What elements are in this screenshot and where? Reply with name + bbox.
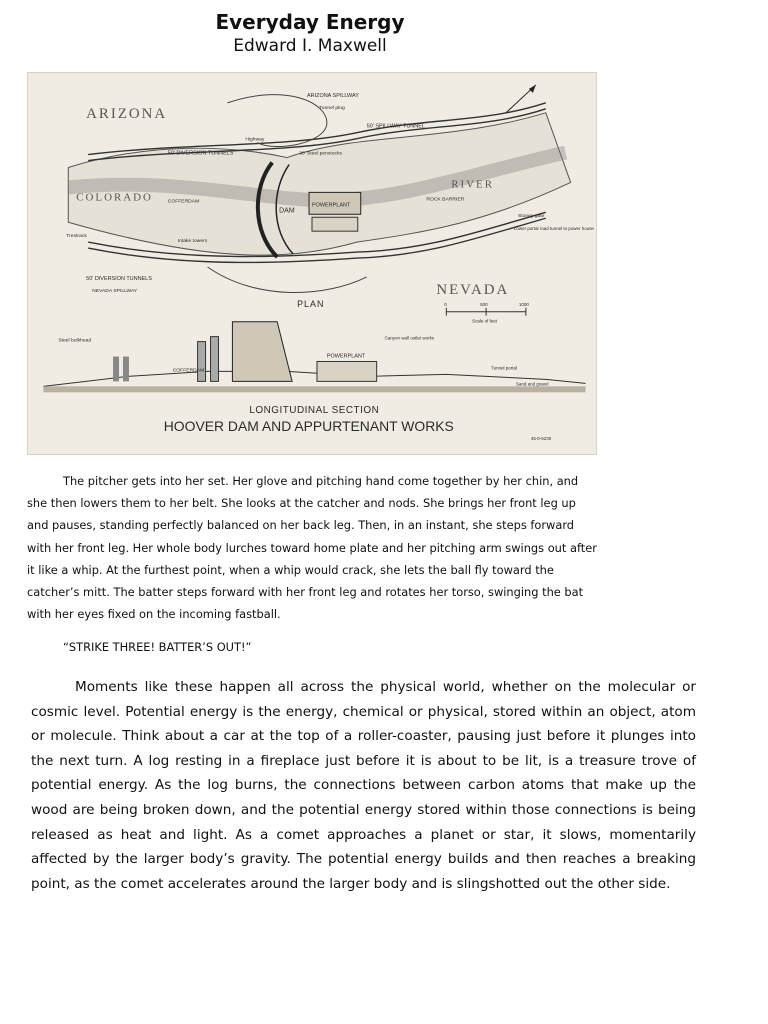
powerplant-section-label: POWERPLANT <box>326 353 366 360</box>
scale-0: 0 <box>444 301 447 307</box>
highway-label: Highway <box>245 137 265 143</box>
powerplant-plan-label: POWERPLANT <box>311 202 351 209</box>
canyon-wall-label: Canyon wall outlet works <box>384 335 435 341</box>
tunnel-plug-label: Tunnel plug <box>318 105 345 111</box>
scale-label: Scale of feet <box>472 318 498 324</box>
intake-towers-plan-label: Intake towers <box>177 239 208 245</box>
state-arizona-label: ARIZONA <box>86 105 168 122</box>
document-title: Everyday Energy <box>215 10 405 34</box>
lower-portal-label: Lower portal road tunnel to power house <box>513 226 594 232</box>
paragraph-pitcher: The pitcher gets into her set. Her glove and pitching hand come together by her chin, and she then lowers them to her belt. She looks at the catcher and nods. She brings her front leg up and pauses, standing perfectly balanced on her back leg. Then, in an instant, she steps forward with her front leg. Her whole body lurches toward home plate and her pitching arm swings out after it like a whip. At the furthest point, when a whip would crack, she lets the ball fly toward the catcher’s mitt. The batter steps forward with her front leg and rotates her torso, swinging the bat with her eyes fixed on the incoming fastball. <box>27 474 597 622</box>
diversion-tunnels-top-label: 50' DIVERSION TUNNELS <box>167 150 234 157</box>
steel-bulkhead-label: Steel bulkhead <box>58 338 92 344</box>
document-author: Edward I. Maxwell <box>233 36 387 56</box>
figure-code: 45-0-5230 <box>530 436 552 442</box>
sand-gravel-label: Sand and gravel <box>515 381 549 387</box>
trestle-label: Trestrack <box>66 234 87 240</box>
dam-label: DAM <box>279 207 295 215</box>
state-nevada-label: NEVADA <box>436 281 510 298</box>
scale-500: 500 <box>480 301 488 307</box>
figure-caption: HOOVER DAM AND APPURTENANT WORKS <box>163 418 454 435</box>
diversion-tunnels-bottom-label: 50' DIVERSION TUNNELS <box>86 275 152 282</box>
stoney-gate-label: Stoney gate <box>517 214 545 220</box>
arizona-spillway-label: ARIZONA SPILLWAY <box>307 92 359 99</box>
river-river-label: RIVER <box>451 178 495 191</box>
plan-label: PLAN <box>297 298 325 309</box>
cofferdam-section-label: COFFERDAM <box>172 368 205 374</box>
rock-barrier-label: ROCK BARRIER <box>426 197 465 203</box>
nevada-spillway-label: NEVADA SPILLWAY <box>92 288 138 294</box>
scale-1000: 1000 <box>518 301 529 307</box>
river-colorado-label: COLORADO <box>76 191 153 204</box>
quote-strike-three: “STRIKE THREE! BATTER’S OUT!” <box>63 640 252 654</box>
spillway-tunnel-label: 50' SPILLWAY TUNNEL <box>366 123 425 130</box>
cofferdam-plan-label: COFFERDAM <box>167 199 200 205</box>
longitudinal-section-label: LONGITUDINAL SECTION <box>249 405 380 417</box>
dam-diagram <box>28 73 596 454</box>
paragraph-potential-energy: Moments like these happen all across the physical world, whether on the molecular or cosmic level. Potential energy is the energy, chemical or physical, stored within an object, atom or molecule. Think about a car at the top of a roller-coaster, pausing just before it plunges into the next turn. A log resting in a fireplace just before it is about to be lit, is a treasure trove of potential energy. As the log burns, the connections between carbon atoms that make up the wood are being broken down, and the potential energy stored within those connections is being released as heat and light. As a comet approaches a planet or star, it slows, momentarily affected by the larger body’s gravity. The potential energy builds and then reaches a breaking point, as the comet accelerates around the larger body and is slingshotted out the other side. <box>31 679 696 892</box>
tunnel-portal-label: Tunnel portal <box>491 365 517 371</box>
hoover-dam-figure <box>27 72 597 455</box>
penstocks-label: 30' Steel penstocks <box>299 151 343 157</box>
